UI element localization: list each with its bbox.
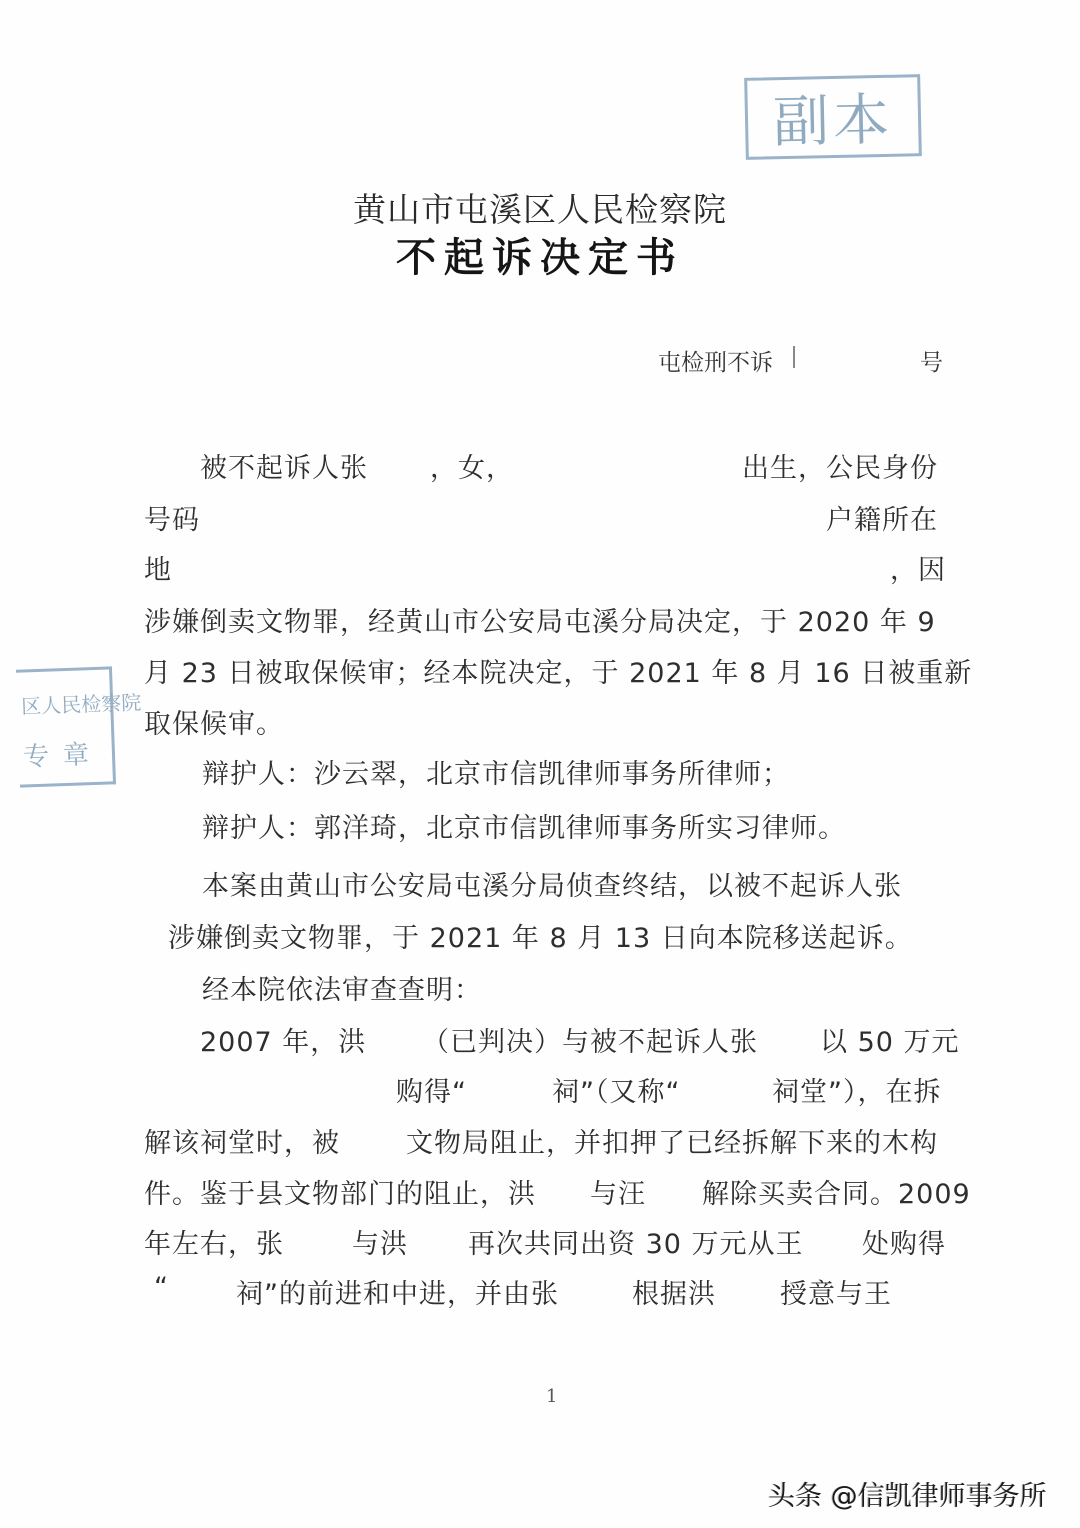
body-line: ，因	[890, 555, 946, 586]
body-line: 根据洪	[632, 1279, 716, 1310]
body-line: 解该祠堂时，被	[144, 1128, 340, 1159]
doc-number-suffix: 号	[920, 350, 943, 376]
body-line: 户籍所在	[826, 505, 938, 536]
body-line: 处购得	[862, 1229, 946, 1260]
seal-line-1: 区人民检察院	[20, 690, 142, 719]
body-line: 文物局阻止，并扣押了已经拆解下来的木构	[406, 1128, 938, 1159]
defender-line-1: 辩护人：沙云翠，北京市信凯律师事务所律师；	[202, 759, 790, 790]
document-title: 不起诉决定书	[396, 235, 684, 281]
body-line: “	[154, 1272, 169, 1303]
body-line: 授意与王	[780, 1279, 892, 1310]
organization-name: 黄山市屯溪区人民检察院	[353, 190, 727, 229]
body-line: 以 50 万元	[820, 1027, 960, 1058]
body-line: 号码	[144, 505, 200, 536]
body-line: （已判决）与被不起诉人张	[422, 1027, 758, 1058]
body-line: 祠”（又称“	[552, 1077, 681, 1108]
body-line: 被不起诉人张 ，女，	[200, 453, 514, 484]
body-line: 祠”的前进和中进，并由张	[236, 1279, 559, 1310]
redaction-mark	[793, 346, 795, 368]
body-line: 与洪	[352, 1229, 408, 1260]
body-line: 祠堂”），在拆	[772, 1077, 942, 1108]
body-line: 月 23 日被取保候审；经本院决定，于 2021 年 8 月 16 日被重新	[144, 658, 973, 689]
source-watermark: 头条 @信凯律师事务所	[768, 1481, 1047, 1512]
body-line: 取保候审。	[144, 709, 284, 740]
body-line: 涉嫌倒卖文物罪，于 2021 年 8 月 13 日向本院移送起诉。	[168, 923, 913, 954]
copy-stamp	[744, 74, 922, 160]
official-seal-stamp	[16, 666, 142, 787]
body-line: 年左右，张	[144, 1229, 284, 1260]
document-number	[658, 344, 943, 377]
body-line: 购得“	[396, 1077, 467, 1108]
body-line: 出生，公民身份	[742, 453, 938, 484]
body-line: 涉嫌倒卖文物罪，经黄山市公安局屯溪分局决定，于 2020 年 9	[144, 607, 936, 638]
seal-line-2: 专章	[22, 739, 104, 773]
body-line: 再次共同出资 30 万元从王	[468, 1229, 804, 1260]
body-line: 与汪	[590, 1179, 646, 1210]
body-line: 解除买卖合同。2009	[702, 1179, 971, 1210]
body-line: 本案由黄山市公安局屯溪分局侦查终结，以被不起诉人张	[202, 871, 902, 902]
body-line: 地	[144, 555, 172, 586]
copy-stamp-text: 副本	[772, 87, 894, 156]
body-line: 经本院依法审查查明：	[202, 975, 482, 1006]
doc-number-prefix: 屯检刑不诉	[658, 350, 773, 376]
body-line: 2007 年，洪	[200, 1027, 367, 1058]
page-number: 1	[546, 1386, 558, 1407]
body-line: 件。鉴于县文物部门的阻止，洪	[144, 1179, 536, 1210]
defender-line-2: 辩护人：郭洋琦，北京市信凯律师事务所实习律师。	[202, 813, 846, 844]
